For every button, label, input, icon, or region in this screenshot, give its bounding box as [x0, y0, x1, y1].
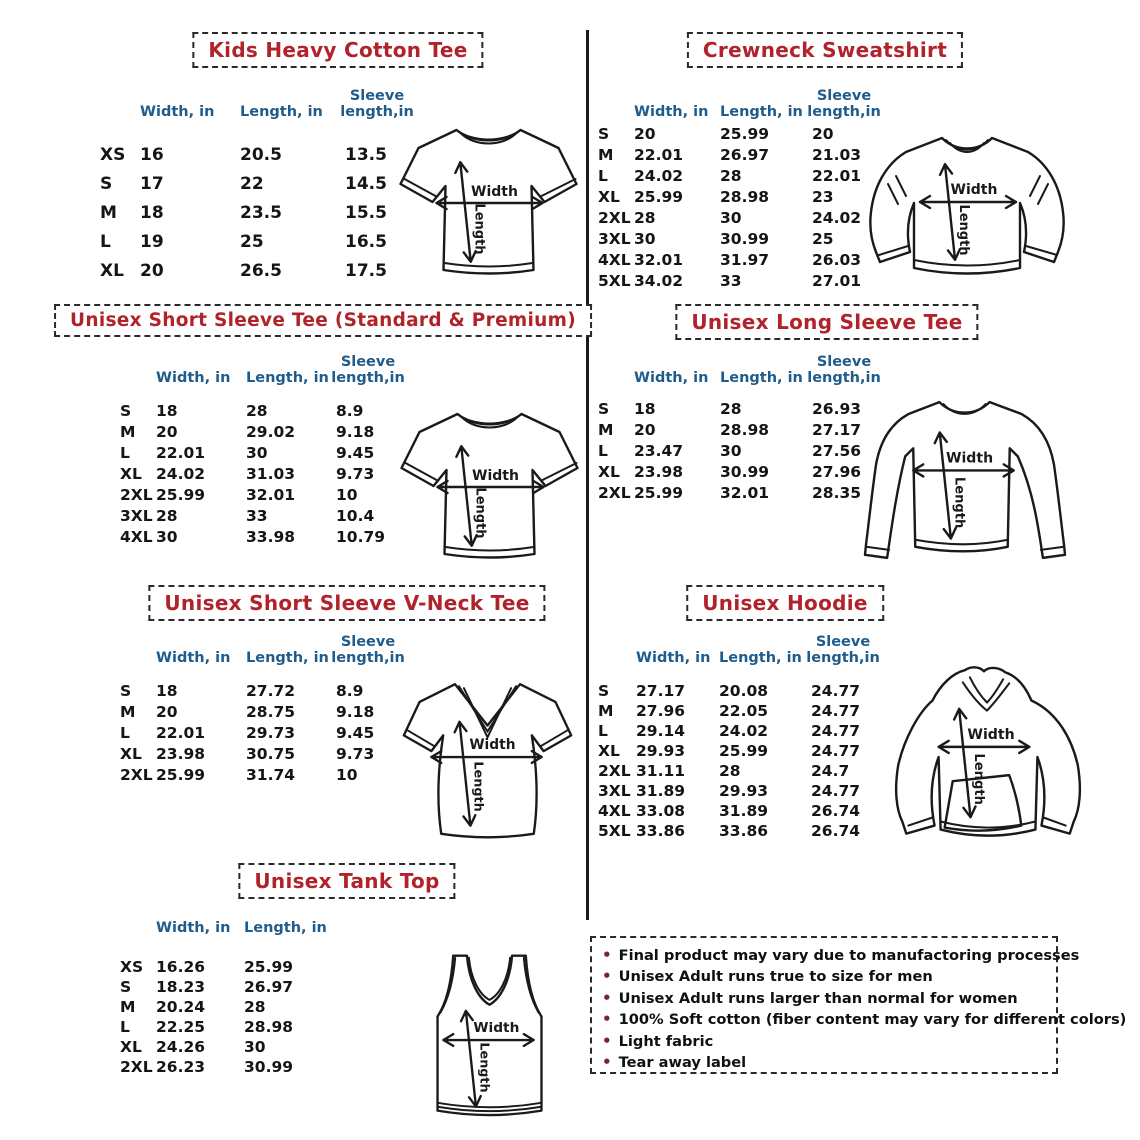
- size-value: 24.02: [634, 166, 684, 185]
- size-label: M: [598, 145, 614, 164]
- note-item: • Light fabric: [602, 1031, 714, 1050]
- length-label: Length: [476, 1042, 492, 1093]
- size-value: 24.77: [811, 742, 861, 760]
- size-value: 24.26: [156, 1038, 206, 1056]
- width-label: Width: [945, 450, 994, 467]
- product-notes-box: [590, 936, 1127, 1074]
- size-label: L: [598, 441, 608, 460]
- note-item: • Final product may vary due to manufactoring processes: [602, 946, 1080, 964]
- size-label: 2XL: [120, 1058, 153, 1076]
- size-value: 33.98: [246, 527, 296, 546]
- size-value: 32.01: [246, 485, 296, 504]
- size-value: 30: [244, 1038, 266, 1056]
- size-value: 22: [240, 173, 264, 194]
- size-value: 28: [246, 401, 268, 420]
- size-value: 32.01: [634, 250, 684, 269]
- size-value: 10.79: [336, 527, 386, 546]
- size-value: 28.98: [720, 420, 770, 439]
- size-table: [120, 680, 416, 785]
- size-value: 33: [246, 506, 268, 525]
- hoodie-diagram-icon: [870, 658, 1104, 862]
- size-label: 5XL: [598, 822, 631, 840]
- header-sleeve: Sleeve length,in: [807, 353, 881, 386]
- size-table: [100, 140, 425, 285]
- size-value: 28.75: [246, 702, 296, 721]
- note-item: • 100% Soft cotton (fiber content may vary for different colors): [602, 1010, 1127, 1029]
- length-label: Length: [951, 476, 967, 529]
- size-label: XL: [120, 744, 142, 763]
- section-unisex-long-sleeve-tee: [590, 300, 1080, 580]
- size-value: 22.01: [156, 443, 206, 462]
- size-value: 24.7: [811, 762, 850, 780]
- width-label: Width: [471, 184, 518, 200]
- size-label: M: [120, 422, 136, 441]
- size-value: 9.45: [336, 723, 375, 742]
- size-label: XL: [120, 1038, 142, 1056]
- length-label: Length: [471, 203, 487, 255]
- size-value: 10: [336, 765, 358, 784]
- size-label: 2XL: [598, 483, 631, 502]
- size-value: 15.5: [345, 202, 387, 223]
- length-label: Length: [470, 761, 486, 812]
- note-item: • Tear away label: [602, 1053, 747, 1072]
- size-value: 33: [720, 271, 742, 290]
- size-value: 29.14: [636, 722, 686, 740]
- size-value: 31.89: [719, 802, 769, 820]
- size-value: 25: [812, 229, 834, 248]
- size-value: 9.45: [336, 443, 375, 462]
- size-value: 27.96: [636, 702, 686, 720]
- long-sleeve-tee-diagram-icon: [856, 386, 1074, 582]
- size-value: 18: [634, 399, 656, 418]
- size-value: 27.96: [812, 462, 862, 481]
- size-value: 20: [156, 422, 178, 441]
- size-label: L: [100, 231, 111, 252]
- size-value: 30: [156, 527, 178, 546]
- size-value: 30: [634, 229, 656, 248]
- size-label: 2XL: [120, 765, 153, 784]
- size-value: 9.18: [336, 422, 375, 441]
- size-label: 2XL: [598, 208, 631, 227]
- size-value: 28: [156, 506, 178, 525]
- section-crewneck-sweatshirt: [590, 30, 1080, 305]
- size-value: 19: [140, 231, 164, 252]
- width-label: Width: [472, 468, 519, 484]
- size-value: 20: [156, 702, 178, 721]
- size-value: 23.47: [634, 441, 684, 460]
- size-value: 8.9: [336, 681, 364, 700]
- section-title: Unisex Tank Top: [238, 863, 455, 899]
- size-value: 27.56: [812, 441, 862, 460]
- size-value: 16.26: [156, 958, 206, 976]
- size-label: S: [598, 399, 610, 418]
- table-header: [598, 622, 895, 666]
- size-value: 26.97: [720, 145, 770, 164]
- size-value: 24.77: [811, 702, 861, 720]
- size-value: 29.93: [719, 782, 769, 800]
- table-header: [598, 342, 896, 386]
- size-value: 24.02: [719, 722, 769, 740]
- bullet-icon: •: [602, 1010, 612, 1029]
- size-value: 33.86: [636, 822, 686, 840]
- tee-diagram-icon: [393, 394, 589, 576]
- bullet-icon: •: [602, 1053, 612, 1072]
- size-label: 4XL: [598, 250, 631, 269]
- size-value: 31.11: [636, 762, 686, 780]
- size-label: L: [598, 166, 608, 185]
- tee-diagram-icon: [392, 110, 588, 292]
- header-sleeve: Sleeve length,in: [331, 353, 405, 386]
- size-value: 22.01: [156, 723, 206, 742]
- size-value: 20: [140, 260, 164, 281]
- vneck-tee-diagram-icon: [392, 666, 584, 852]
- header-width: Width, in: [156, 649, 231, 666]
- size-label: S: [100, 173, 113, 194]
- bullet-icon: •: [602, 1031, 612, 1050]
- header-sleeve: Sleeve length,in: [807, 87, 881, 120]
- size-value: 24.77: [811, 782, 861, 800]
- note-item: • Unisex Adult runs larger than normal for women: [602, 988, 1018, 1007]
- table-header: [120, 622, 416, 666]
- header-length: Length, in: [246, 369, 329, 386]
- size-label: S: [120, 978, 132, 996]
- section-title: Unisex Long Sleeve Tee: [675, 304, 978, 340]
- size-value: 24.02: [156, 464, 206, 483]
- size-value: 20: [812, 124, 834, 143]
- size-label: L: [120, 1018, 130, 1036]
- header-sleeve: Sleeve length,in: [340, 87, 414, 120]
- size-value: 25.99: [244, 958, 294, 976]
- tank-top-diagram-icon: [414, 946, 566, 1138]
- size-label: 3XL: [598, 782, 631, 800]
- size-label: 4XL: [120, 527, 153, 546]
- size-label: S: [120, 681, 132, 700]
- size-value: 26.23: [156, 1058, 206, 1076]
- size-value: 20.5: [240, 144, 282, 165]
- size-value: 25.99: [156, 765, 206, 784]
- table-header: [100, 74, 425, 120]
- size-value: 18: [156, 681, 178, 700]
- size-value: 26.5: [240, 260, 282, 281]
- length-label: Length: [956, 204, 971, 256]
- header-length: Length, in: [240, 103, 323, 120]
- section-title: Unisex Short Sleeve Tee (Standard & Premium): [54, 304, 592, 337]
- length-label: Length: [970, 753, 986, 805]
- size-label: M: [120, 702, 136, 721]
- size-value: 33.08: [636, 802, 686, 820]
- size-value: 25.99: [634, 483, 684, 502]
- size-value: 34.02: [634, 271, 684, 290]
- size-value: 31.89: [636, 782, 686, 800]
- header-length: Length, in: [720, 369, 803, 386]
- header-width: Width, in: [636, 649, 711, 666]
- header-width: Width, in: [156, 369, 231, 386]
- size-value: 30: [246, 443, 268, 462]
- size-value: 31.03: [246, 464, 296, 483]
- size-label: M: [120, 998, 136, 1016]
- size-value: 23.98: [156, 744, 206, 763]
- size-value: 17.5: [345, 260, 387, 281]
- size-value: 28: [719, 762, 741, 780]
- size-value: 26.93: [812, 399, 862, 418]
- width-label: Width: [469, 737, 516, 754]
- size-label: L: [598, 722, 608, 740]
- size-value: 25.99: [719, 742, 769, 760]
- size-value: 28.98: [720, 187, 770, 206]
- section-unisex-hoodie: [590, 580, 1110, 872]
- size-value: 16.5: [345, 231, 387, 252]
- size-value: 30.99: [244, 1058, 294, 1076]
- size-label: XL: [100, 260, 124, 281]
- size-label: M: [100, 202, 117, 223]
- size-value: 9.18: [336, 702, 375, 721]
- size-value: 14.5: [345, 173, 387, 194]
- width-label: Width: [950, 182, 998, 198]
- size-label: XL: [120, 464, 142, 483]
- size-value: 30: [720, 208, 742, 227]
- size-table: [598, 123, 896, 291]
- size-value: 24.77: [811, 722, 861, 740]
- size-value: 31.74: [246, 765, 296, 784]
- size-value: 10: [336, 485, 358, 504]
- size-value: 24.02: [812, 208, 862, 227]
- size-value: 9.73: [336, 464, 375, 483]
- table-header: [120, 894, 364, 936]
- size-value: 25.99: [156, 485, 206, 504]
- size-label: S: [120, 401, 132, 420]
- size-value: 30.99: [720, 229, 770, 248]
- size-value: 20.08: [719, 682, 769, 700]
- size-value: 23: [812, 187, 834, 206]
- size-value: 33.86: [719, 822, 769, 840]
- sweatshirt-diagram-icon: [862, 120, 1074, 310]
- size-value: 10.4: [336, 506, 375, 525]
- size-label: 3XL: [598, 229, 631, 248]
- size-value: 30.99: [720, 462, 770, 481]
- header-length: Length, in: [244, 919, 327, 936]
- size-value: 18: [140, 202, 164, 223]
- section-kids-heavy-cotton-tee: [80, 30, 585, 298]
- bullet-icon: •: [602, 967, 612, 986]
- section-unisex-short-sleeve-tee: [70, 300, 585, 578]
- size-label: L: [120, 443, 130, 462]
- size-value: 20.24: [156, 998, 206, 1016]
- size-label: XL: [598, 462, 620, 481]
- size-label: S: [598, 682, 610, 700]
- size-value: 23.98: [634, 462, 684, 481]
- size-value: 22.05: [719, 702, 769, 720]
- size-label: XL: [598, 187, 620, 206]
- header-width: Width, in: [140, 103, 215, 120]
- bullet-icon: •: [602, 988, 612, 1007]
- header-width: Width, in: [634, 369, 709, 386]
- size-value: 9.73: [336, 744, 375, 763]
- size-value: 26.97: [244, 978, 294, 996]
- section-title: Unisex Hoodie: [686, 585, 884, 621]
- size-value: 30: [720, 441, 742, 460]
- size-value: 26.74: [811, 802, 861, 820]
- note-item: • Unisex Adult runs true to size for men: [602, 967, 933, 986]
- size-label: 5XL: [598, 271, 631, 290]
- size-value: 30.75: [246, 744, 296, 763]
- size-value: 26.03: [812, 250, 862, 269]
- size-value: 25: [240, 231, 264, 252]
- size-value: 17: [140, 173, 164, 194]
- length-label: Length: [472, 487, 488, 539]
- size-value: 24.77: [811, 682, 861, 700]
- header-width: Width, in: [156, 919, 231, 936]
- width-label: Width: [967, 726, 1015, 743]
- section-title: Crewneck Sweatshirt: [687, 32, 963, 68]
- header-sleeve: Sleeve length,in: [331, 633, 405, 666]
- header-length: Length, in: [246, 649, 329, 666]
- size-value: 29.93: [636, 742, 686, 760]
- size-label: 3XL: [120, 506, 153, 525]
- size-value: 13.5: [345, 144, 387, 165]
- size-label: XS: [100, 144, 126, 165]
- header-length: Length, in: [720, 103, 803, 120]
- size-value: 27.72: [246, 681, 296, 700]
- size-label: 2XL: [598, 762, 631, 780]
- size-value: 28.98: [244, 1018, 294, 1036]
- size-value: 26.74: [811, 822, 861, 840]
- size-label: 2XL: [120, 485, 153, 504]
- size-value: 28: [720, 166, 742, 185]
- size-value: 25.99: [720, 124, 770, 143]
- size-value: 27.17: [636, 682, 686, 700]
- size-value: 22.01: [812, 166, 862, 185]
- table-header: [120, 342, 416, 386]
- size-value: 23.5: [240, 202, 282, 223]
- size-label: S: [598, 124, 610, 143]
- size-value: 18: [156, 401, 178, 420]
- size-label: XL: [598, 742, 620, 760]
- size-value: 21.03: [812, 145, 862, 164]
- section-unisex-tank-top: [80, 860, 585, 1140]
- size-value: 28: [244, 998, 266, 1016]
- size-table: [598, 681, 895, 841]
- size-value: 28.35: [812, 483, 862, 502]
- size-value: 22.01: [634, 145, 684, 164]
- size-value: 28: [720, 399, 742, 418]
- size-table: [598, 398, 896, 503]
- size-value: 20: [634, 124, 656, 143]
- size-label: M: [598, 420, 614, 439]
- size-value: 22.25: [156, 1018, 206, 1036]
- size-value: 25.99: [634, 187, 684, 206]
- size-value: 27.17: [812, 420, 862, 439]
- section-title: Unisex Short Sleeve V-Neck Tee: [148, 585, 545, 621]
- section-title: Kids Heavy Cotton Tee: [192, 32, 483, 68]
- section-unisex-vneck-tee: [80, 580, 585, 860]
- size-value: 31.97: [720, 250, 770, 269]
- size-value: 16: [140, 144, 164, 165]
- size-value: 20: [634, 420, 656, 439]
- size-value: 29.02: [246, 422, 296, 441]
- size-value: 8.9: [336, 401, 364, 420]
- size-label: XS: [120, 958, 144, 976]
- width-label: Width: [473, 1020, 520, 1037]
- notes-list: [602, 945, 1127, 1073]
- size-value: 28: [634, 208, 656, 227]
- size-value: 18.23: [156, 978, 206, 996]
- table-header: [598, 74, 896, 120]
- size-table: [120, 400, 416, 547]
- size-value: 32.01: [720, 483, 770, 502]
- size-table: [120, 957, 364, 1077]
- size-value: 29.73: [246, 723, 296, 742]
- size-value: 27.01: [812, 271, 862, 290]
- header-width: Width, in: [634, 103, 709, 120]
- size-label: 4XL: [598, 802, 631, 820]
- header-sleeve: Sleeve length,in: [806, 633, 880, 666]
- bullet-icon: •: [602, 946, 612, 964]
- size-label: M: [598, 702, 614, 720]
- size-label: L: [120, 723, 130, 742]
- header-length: Length, in: [719, 649, 802, 666]
